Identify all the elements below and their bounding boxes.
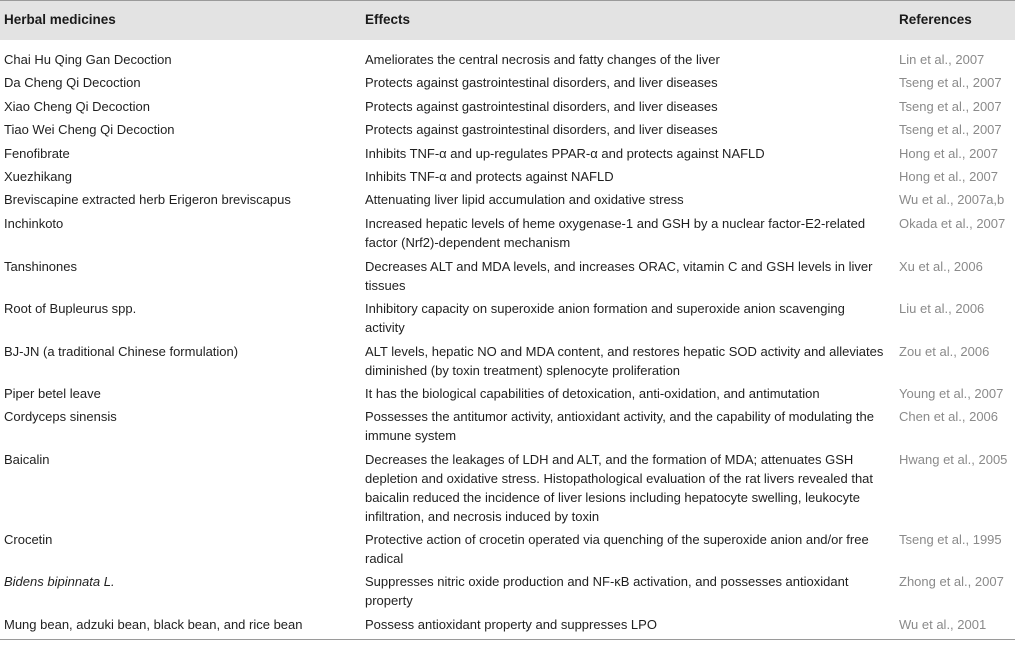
effect-cell: Ameliorates the central necrosis and fatty changes of the liver [365, 52, 720, 67]
effect-cell: Possess antioxidant property and suppresses LPO [365, 617, 657, 632]
medicine-cell: Da Cheng Qi Decoction [4, 75, 141, 90]
medicine-cell: Fenofibrate [4, 146, 70, 161]
header-effects: Effects [365, 12, 411, 27]
effect-cell: Inhibitory capacity on superoxide anion formation and superoxide anion scavenging activity [365, 301, 845, 335]
reference-cell: Hwang et al., 2005 [899, 452, 1008, 467]
bottom-rule [0, 639, 1015, 640]
reference-cell: Tseng et al., 1995 [899, 532, 1002, 547]
medicine-cell: Root of Bupleurus spp. [4, 301, 137, 316]
medicine-cell: Cordyceps sinensis [4, 409, 117, 424]
effect-cell: It has the biological capabilities of detoxication, anti-oxidation, and antimutation [365, 386, 820, 401]
medicine-cell: Inchinkoto [4, 216, 64, 231]
effect-cell: Increased hepatic levels of heme oxygenase-1 and GSH by a nuclear factor-E2-related factor (Nrf2)-dependent mechanism [365, 216, 866, 250]
reference-cell: Zou et al., 2006 [899, 344, 990, 359]
medicine-cell: Crocetin [4, 532, 53, 547]
medicine-cell: Baicalin [4, 452, 50, 467]
medicine-cell: Bidens bipinnata L. [4, 574, 115, 589]
reference-cell: Chen et al., 2006 [899, 409, 999, 424]
medicine-cell: Chai Hu Qing Gan Decoction [4, 52, 172, 67]
reference-cell: Liu et al., 2006 [899, 301, 985, 316]
reference-cell: Xu et al., 2006 [899, 259, 983, 274]
effect-cell: Suppresses nitric oxide production and NF-κB activation, and possesses antioxidant property [365, 574, 849, 608]
effect-cell: Protects against gastrointestinal disorders, and liver diseases [365, 75, 718, 90]
reference-cell: Tseng et al., 2007 [899, 99, 1002, 114]
reference-cell: Hong et al., 2007 [899, 146, 999, 161]
top-rule [0, 0, 1015, 1]
reference-cell: Wu et al., 2001 [899, 617, 987, 632]
effect-cell: Decreases ALT and MDA levels, and increases ORAC, vitamin C and GSH levels in liver tissues [365, 259, 873, 293]
reference-cell: Hong et al., 2007 [899, 169, 999, 184]
effect-cell: Protects against gastrointestinal disorders, and liver diseases [365, 122, 718, 137]
header-herbal-medicines: Herbal medicines [4, 12, 116, 27]
reference-cell: Zhong et al., 2007 [899, 574, 1004, 589]
effect-cell: Inhibits TNF-α and up-regulates PPAR-α and protects against NAFLD [365, 146, 765, 161]
table-header [0, 0, 1015, 40]
medicine-cell: Breviscapine extracted herb Erigeron breviscapus [4, 192, 291, 207]
effect-cell: ALT levels, hepatic NO and MDA content, and restores hepatic SOD activity and alleviates diminished (by toxin treatment) splenocyte proliferation [365, 344, 884, 378]
medicine-cell: Mung bean, adzuki bean, black bean, and rice bean [4, 617, 303, 632]
effect-cell: Decreases the leakages of LDH and ALT, and the formation of MDA; attenuates GSH depletion and oxidative stress. Histopathological evaluation of the rat livers revealed that baicalin reduced the incidence of liver lesions including hepatocyte swelling, leukocyte infiltration, and necrosis induced by toxin [365, 452, 874, 524]
reference-cell: Young et al., 2007 [899, 386, 1004, 401]
reference-cell: Okada et al., 2007 [899, 216, 1006, 231]
effect-cell: Protective action of crocetin operated via quenching of the superoxide anion and/or free radical [365, 532, 869, 566]
medicine-cell: BJ-JN (a traditional Chinese formulation) [4, 344, 239, 359]
reference-cell: Tseng et al., 2007 [899, 122, 1002, 137]
effect-cell: Attenuating liver lipid accumulation and oxidative stress [365, 192, 684, 207]
medicine-cell: Piper betel leave [4, 386, 101, 401]
medicine-cell: Xuezhikang [4, 169, 72, 184]
reference-cell: Lin et al., 2007 [899, 52, 985, 67]
medicine-cell: Tanshinones [4, 259, 77, 274]
header-references: References [899, 12, 972, 27]
reference-cell: Wu et al., 2007a,b [899, 192, 1005, 207]
effect-cell: Protects against gastrointestinal disorders, and liver diseases [365, 99, 718, 114]
medicine-cell: Tiao Wei Cheng Qi Decoction [4, 122, 175, 137]
reference-cell: Tseng et al., 2007 [899, 75, 1002, 90]
effect-cell: Possesses the antitumor activity, antioxidant activity, and the capability of modulating the immune system [365, 409, 874, 443]
effect-cell: Inhibits TNF-α and protects against NAFLD [365, 169, 614, 184]
medicine-cell: Xiao Cheng Qi Decoction [4, 99, 150, 114]
